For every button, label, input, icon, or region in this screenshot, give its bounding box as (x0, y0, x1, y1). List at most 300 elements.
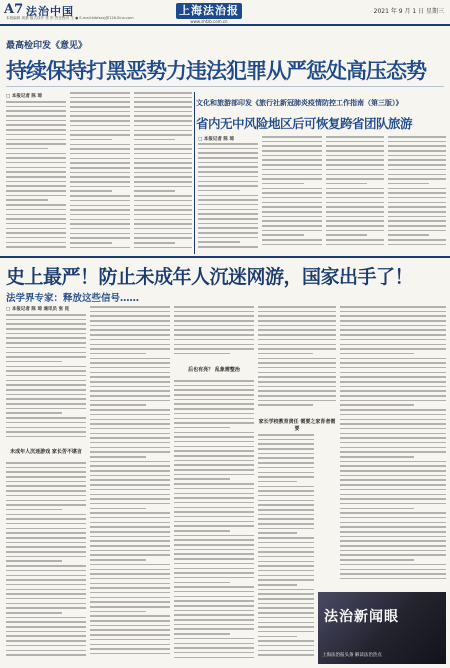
text-line (388, 202, 446, 204)
text-line (6, 607, 86, 609)
text-line (70, 125, 130, 127)
text-line (6, 593, 86, 595)
text-line (134, 120, 192, 122)
text-line (134, 92, 192, 94)
text-line (258, 514, 314, 516)
text-line (388, 141, 446, 143)
text-line (90, 479, 170, 481)
text-line (174, 413, 254, 415)
text-line (174, 647, 254, 649)
text-line (70, 101, 130, 103)
text-line (174, 596, 254, 598)
text-line (90, 381, 170, 383)
text-line (258, 500, 314, 502)
text-line (258, 362, 336, 364)
text-line (90, 531, 170, 533)
text-line (6, 485, 86, 487)
text-line (258, 467, 314, 469)
text-line (90, 433, 170, 435)
main-story-column-3a (174, 306, 254, 362)
text-line (6, 352, 86, 354)
text-line (198, 166, 258, 168)
text-line (258, 636, 297, 638)
text-line (258, 607, 314, 609)
main-story-column-1a (6, 314, 86, 444)
text-line (388, 239, 446, 241)
text-line (174, 610, 254, 612)
text-line (134, 200, 192, 202)
text-line (90, 409, 170, 411)
text-line (174, 511, 254, 513)
text-line (6, 532, 86, 534)
text-line (174, 380, 254, 382)
text-line (340, 334, 446, 336)
text-line (340, 414, 446, 416)
text-line (258, 320, 336, 322)
text-line (326, 136, 384, 138)
text-line (134, 115, 192, 117)
text-line (6, 176, 66, 178)
text-line (340, 484, 446, 486)
text-line (340, 381, 446, 383)
text-line (90, 545, 170, 547)
text-line (70, 181, 130, 183)
text-line (262, 211, 322, 213)
text-line (90, 315, 170, 317)
text-line (90, 404, 146, 406)
text-line (6, 380, 86, 382)
text-line (6, 124, 66, 126)
text-line (258, 518, 314, 520)
main-story-subhead: 法学界专家：释放这些信号…… (6, 293, 140, 304)
text-line (90, 648, 170, 650)
text-line (6, 106, 66, 108)
text-line (6, 645, 86, 647)
text-line (90, 644, 170, 646)
text-line (174, 549, 254, 551)
text-line (340, 325, 446, 327)
text-line (198, 162, 258, 164)
text-line (198, 152, 258, 154)
text-line (134, 186, 192, 188)
text-line (174, 638, 254, 640)
text-line (262, 216, 322, 218)
text-line (90, 344, 170, 346)
text-line (134, 214, 192, 216)
text-line (90, 400, 170, 402)
text-line (258, 329, 336, 331)
text-line (6, 115, 66, 117)
text-line (258, 367, 336, 369)
text-line (262, 230, 322, 232)
text-line (198, 246, 258, 248)
text-line (134, 205, 192, 207)
text-line (6, 518, 86, 520)
section-title: 法治中国 (26, 5, 74, 18)
text-line (340, 554, 446, 556)
text-line (262, 188, 322, 190)
text-line (90, 306, 170, 308)
text-line (6, 431, 86, 433)
text-line (90, 611, 146, 613)
text-line (90, 465, 170, 467)
text-line (6, 204, 66, 206)
text-line (6, 337, 86, 339)
text-line (258, 439, 314, 441)
text-line (6, 120, 66, 122)
text-line (198, 195, 258, 197)
text-line (258, 565, 314, 567)
text-line (90, 559, 146, 561)
text-line (340, 404, 414, 406)
text-line (90, 325, 170, 327)
text-line (70, 176, 130, 178)
text-line (90, 329, 170, 331)
text-line (90, 358, 170, 360)
newspaper-logo: 上海法治报 (176, 3, 242, 19)
text-line (6, 528, 86, 530)
text-line (174, 353, 230, 355)
text-line (90, 569, 170, 571)
text-line (90, 526, 170, 528)
text-line (174, 464, 254, 466)
text-line (6, 162, 66, 164)
text-line (174, 394, 254, 396)
page-number: A7 (4, 2, 24, 17)
text-line (262, 150, 322, 152)
text-line (258, 481, 297, 483)
text-line (6, 565, 86, 567)
text-line (70, 200, 130, 202)
text-line (258, 584, 297, 586)
text-line (6, 500, 86, 502)
text-line (70, 195, 130, 197)
text-line (90, 339, 170, 341)
text-line (6, 412, 62, 414)
text-line (6, 232, 66, 234)
text-line (6, 328, 86, 330)
text-line (262, 225, 322, 227)
text-line (6, 654, 86, 656)
text-line (6, 101, 66, 103)
text-line (262, 206, 322, 208)
text-line (70, 120, 130, 122)
text-line (340, 339, 446, 341)
text-line (262, 145, 322, 147)
text-line (70, 115, 130, 117)
text-line (6, 157, 66, 159)
text-line (388, 220, 446, 222)
text-line (326, 202, 384, 204)
text-line (174, 600, 254, 602)
text-line (6, 422, 86, 424)
text-line (258, 386, 336, 388)
text-line (388, 234, 429, 236)
text-line (340, 573, 446, 575)
text-line (262, 192, 322, 194)
text-line (134, 219, 192, 221)
text-line (258, 325, 336, 327)
text-line (174, 628, 254, 630)
text-line (174, 563, 254, 565)
top-story-column-3 (134, 92, 192, 253)
top-story-column-2 (70, 92, 130, 253)
text-line (134, 190, 175, 192)
text-line (340, 344, 446, 346)
text-line (258, 631, 314, 633)
text-line (388, 155, 446, 157)
text-line (340, 372, 446, 374)
side-story-column-4 (388, 136, 446, 253)
text-line (340, 578, 446, 580)
side-story-headline: 省内无中风险地区后可恢复跨省团队旅游 (196, 116, 413, 131)
text-line (70, 242, 112, 244)
text-line (90, 353, 146, 355)
text-line (174, 432, 254, 434)
text-line (70, 186, 130, 188)
text-line (258, 457, 314, 459)
text-line (90, 470, 170, 472)
text-line (340, 428, 446, 430)
text-line (258, 645, 314, 647)
text-line (70, 205, 130, 207)
text-line (388, 192, 446, 194)
text-line (174, 544, 254, 546)
text-line (174, 306, 254, 308)
text-line (174, 329, 254, 331)
text-line (262, 220, 322, 222)
text-line (6, 542, 86, 544)
text-line (6, 190, 66, 192)
text-line (340, 569, 446, 571)
text-line (6, 621, 86, 623)
main-story-column-5 (340, 306, 446, 586)
text-line (174, 516, 254, 518)
text-line (70, 214, 130, 216)
text-line (388, 178, 446, 180)
text-line (70, 130, 130, 132)
side-story-kicker: 文化和旅游部印发《旅行社新冠肺炎疫情防控工作指南（第三版）》 (196, 99, 403, 107)
text-line (90, 625, 170, 627)
text-line (198, 241, 240, 243)
masthead-rule (0, 24, 450, 26)
text-line (198, 199, 258, 201)
text-line (388, 216, 446, 218)
text-line (340, 419, 446, 421)
text-line (326, 174, 384, 176)
text-line (258, 561, 314, 563)
text-line (90, 578, 170, 580)
text-line (6, 209, 66, 211)
text-line (340, 508, 414, 510)
text-line (90, 348, 170, 350)
main-story-byline: □ 本报记者 陈 琼 通讯员 张 昆 (6, 307, 70, 312)
promo-title: 法治新闻眼 (324, 609, 399, 625)
text-line (258, 443, 314, 445)
text-line (258, 472, 314, 474)
text-line (174, 455, 254, 457)
text-line (134, 242, 175, 244)
text-line (6, 361, 62, 363)
text-line (6, 514, 86, 516)
text-line (198, 176, 258, 178)
text-line (388, 188, 446, 190)
text-line (326, 159, 384, 161)
text-line (174, 311, 254, 313)
text-line (134, 139, 175, 141)
text-line (70, 92, 130, 94)
top-story-byline: □ 本报记者 陈 琼 (6, 94, 42, 99)
text-line (258, 622, 314, 624)
text-line (258, 575, 314, 577)
text-line (174, 441, 254, 443)
text-line (258, 617, 314, 619)
text-line (134, 233, 192, 235)
text-line (258, 453, 314, 455)
text-line (262, 164, 322, 166)
text-line (6, 575, 86, 577)
text-line (340, 367, 446, 369)
text-line (198, 213, 258, 215)
text-line (70, 162, 130, 164)
text-line (262, 136, 322, 138)
text-line (6, 148, 48, 150)
text-line (6, 617, 86, 619)
text-line (6, 195, 66, 197)
text-line (388, 206, 446, 208)
text-line (174, 497, 254, 499)
text-line (6, 129, 66, 131)
text-line (134, 97, 192, 99)
text-line (134, 167, 192, 169)
text-line (258, 556, 314, 558)
text-line (258, 348, 336, 350)
text-line (6, 551, 86, 553)
text-line (70, 209, 130, 211)
text-line (258, 462, 314, 464)
text-line (70, 134, 130, 136)
text-line (340, 498, 446, 500)
text-line (6, 495, 86, 497)
text-line (198, 148, 258, 150)
text-line (6, 603, 86, 605)
text-line (174, 521, 254, 523)
main-story-column-4b (258, 434, 314, 662)
text-line (70, 237, 130, 239)
text-line (134, 172, 192, 174)
text-line (90, 508, 146, 510)
text-line (258, 532, 297, 534)
text-line (6, 427, 86, 429)
text-line (174, 577, 254, 579)
text-line (340, 376, 446, 378)
text-line (6, 342, 86, 344)
text-line (6, 218, 66, 220)
text-line (6, 366, 86, 368)
text-line (258, 509, 314, 511)
text-line (340, 470, 446, 472)
text-line (134, 153, 192, 155)
text-line (134, 195, 192, 197)
text-line (174, 553, 254, 555)
text-line (6, 537, 86, 539)
text-line (6, 185, 66, 187)
text-line (6, 476, 86, 478)
text-line (70, 158, 130, 160)
text-line (326, 192, 384, 194)
text-line (174, 408, 254, 410)
text-line (90, 639, 170, 641)
text-line (326, 230, 384, 232)
text-line (70, 97, 130, 99)
text-line (340, 545, 446, 547)
text-line (134, 125, 192, 127)
text-line (174, 657, 254, 659)
text-line (174, 488, 254, 490)
text-line (258, 315, 336, 317)
text-line (6, 556, 86, 558)
text-line (6, 598, 86, 600)
text-line (198, 232, 258, 234)
text-line (388, 136, 446, 138)
text-line (70, 233, 130, 235)
text-line (6, 242, 66, 244)
text-line (340, 489, 446, 491)
text-line (340, 564, 446, 566)
text-line (90, 419, 170, 421)
masthead (0, 0, 450, 24)
text-line (258, 358, 336, 360)
text-line (326, 234, 367, 236)
text-line (90, 423, 170, 425)
text-line (174, 535, 254, 537)
side-story-byline: □ 本报记者 陈 琼 (198, 137, 234, 142)
main-story-subhead-3: 家长学校教育责任 需要之家育者需要 (258, 419, 336, 432)
text-line (388, 150, 446, 152)
main-story-headline: 史上最严！防止未成年人沉迷网游，国家出手了！ (6, 266, 414, 288)
text-line (198, 237, 258, 239)
text-line (340, 423, 446, 425)
text-line (174, 325, 254, 327)
text-line (326, 150, 384, 152)
headline-rule (6, 86, 444, 87)
text-line (258, 547, 314, 549)
text-line (6, 504, 86, 506)
text-line (258, 395, 336, 397)
text-line (90, 592, 170, 594)
text-line (6, 471, 86, 473)
text-line (258, 579, 314, 581)
text-line (174, 389, 254, 391)
text-line (134, 209, 192, 211)
text-line (262, 169, 322, 171)
text-line (90, 334, 170, 336)
text-line (174, 385, 254, 387)
text-line (340, 311, 446, 313)
main-story-column-1b (6, 462, 86, 662)
text-line (6, 631, 86, 633)
text-line (174, 652, 254, 654)
text-line (258, 626, 314, 628)
text-line (6, 462, 86, 464)
text-line (326, 188, 384, 190)
text-line (134, 134, 192, 136)
text-line (6, 237, 66, 239)
text-line (90, 447, 170, 449)
text-line (90, 554, 170, 556)
text-line (6, 143, 66, 145)
text-line (90, 390, 170, 392)
